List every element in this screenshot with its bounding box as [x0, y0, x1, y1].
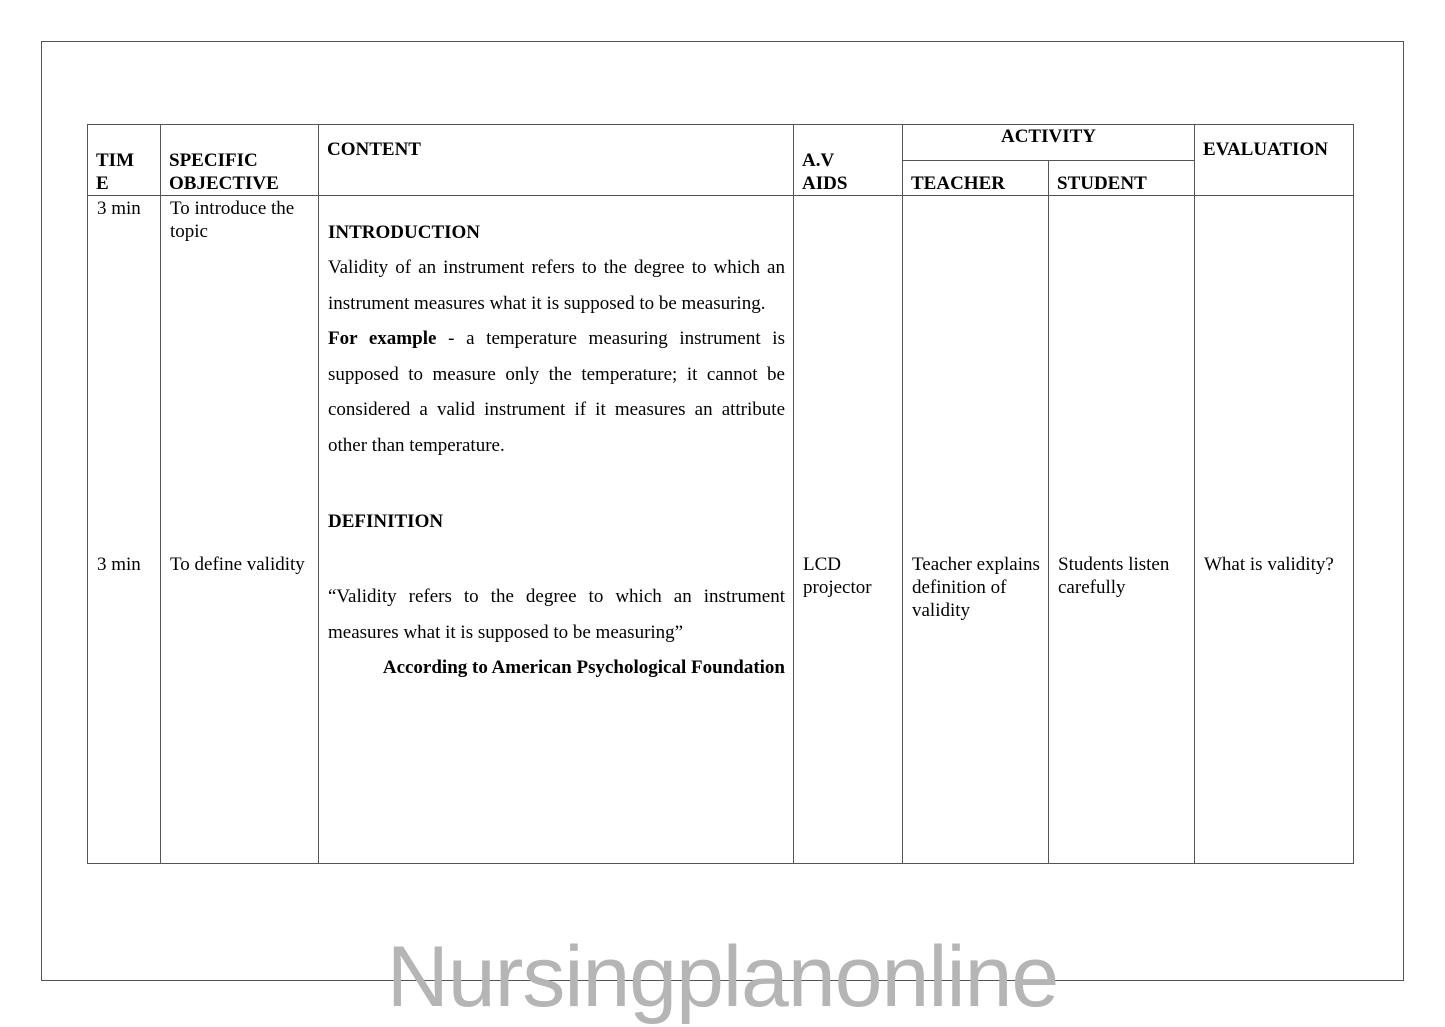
content-body: [328, 221, 785, 686]
introduction-heading: INTRODUCTION: [328, 222, 481, 243]
av-aids-text: LCD projector: [803, 554, 872, 598]
objective-cell: [161, 196, 319, 864]
teacher-activity-text: Teacher explains definition of validity: [912, 554, 1040, 621]
av-aids-cell: [794, 196, 903, 864]
content-cell: [319, 196, 794, 864]
header-av-aids: A.V AIDS: [794, 125, 903, 196]
header-content: CONTENT: [319, 125, 794, 196]
header-activity: ACTIVITY: [903, 125, 1195, 161]
teacher-activity-cell: [903, 196, 1049, 864]
time-cell: [88, 196, 161, 864]
time-row-2: 3 min: [97, 554, 141, 575]
header-evaluation: EVALUATION: [1195, 125, 1354, 196]
time-row-1: 3 min: [97, 198, 141, 219]
student-activity-text: Students listen carefully: [1058, 554, 1170, 598]
example-text: - a temperature measuring instrument is supposed to measure only the temperature; it cannot be considered a valid instrument if it measures an attribute other than temperature.: [328, 328, 785, 456]
objective-row-2: To define validity: [170, 554, 305, 575]
header-time: TIM E: [88, 125, 161, 196]
student-activity-cell: [1049, 196, 1195, 864]
evaluation-text: What is validity?: [1204, 554, 1334, 575]
watermark: Nursingplanonline: [386, 929, 1059, 1025]
header-teacher: TEACHER: [903, 160, 1049, 196]
table-row: [88, 196, 1354, 864]
lesson-plan-table: [87, 124, 1354, 864]
definition-attribution: According to American Psychological Foundation: [382, 657, 785, 678]
definition-heading: DEFINITION: [328, 511, 444, 532]
introduction-text: Validity of an instrument refers to the degree to which an instrument measures what it is supposed to be measuring.: [328, 257, 785, 314]
example-label: For example: [328, 328, 437, 349]
evaluation-cell: [1195, 196, 1354, 864]
objective-row-1: To introduce the topic: [170, 198, 295, 242]
header-specific-objective: SPECIFIC OBJECTIVE: [161, 125, 319, 196]
header-row: [88, 125, 1354, 161]
definition-quote: “Validity refers to the degree to which an instrument measures what it is supposed to be measuring”: [328, 586, 785, 643]
example-paragraph: [328, 321, 785, 463]
header-student: STUDENT: [1049, 160, 1195, 196]
